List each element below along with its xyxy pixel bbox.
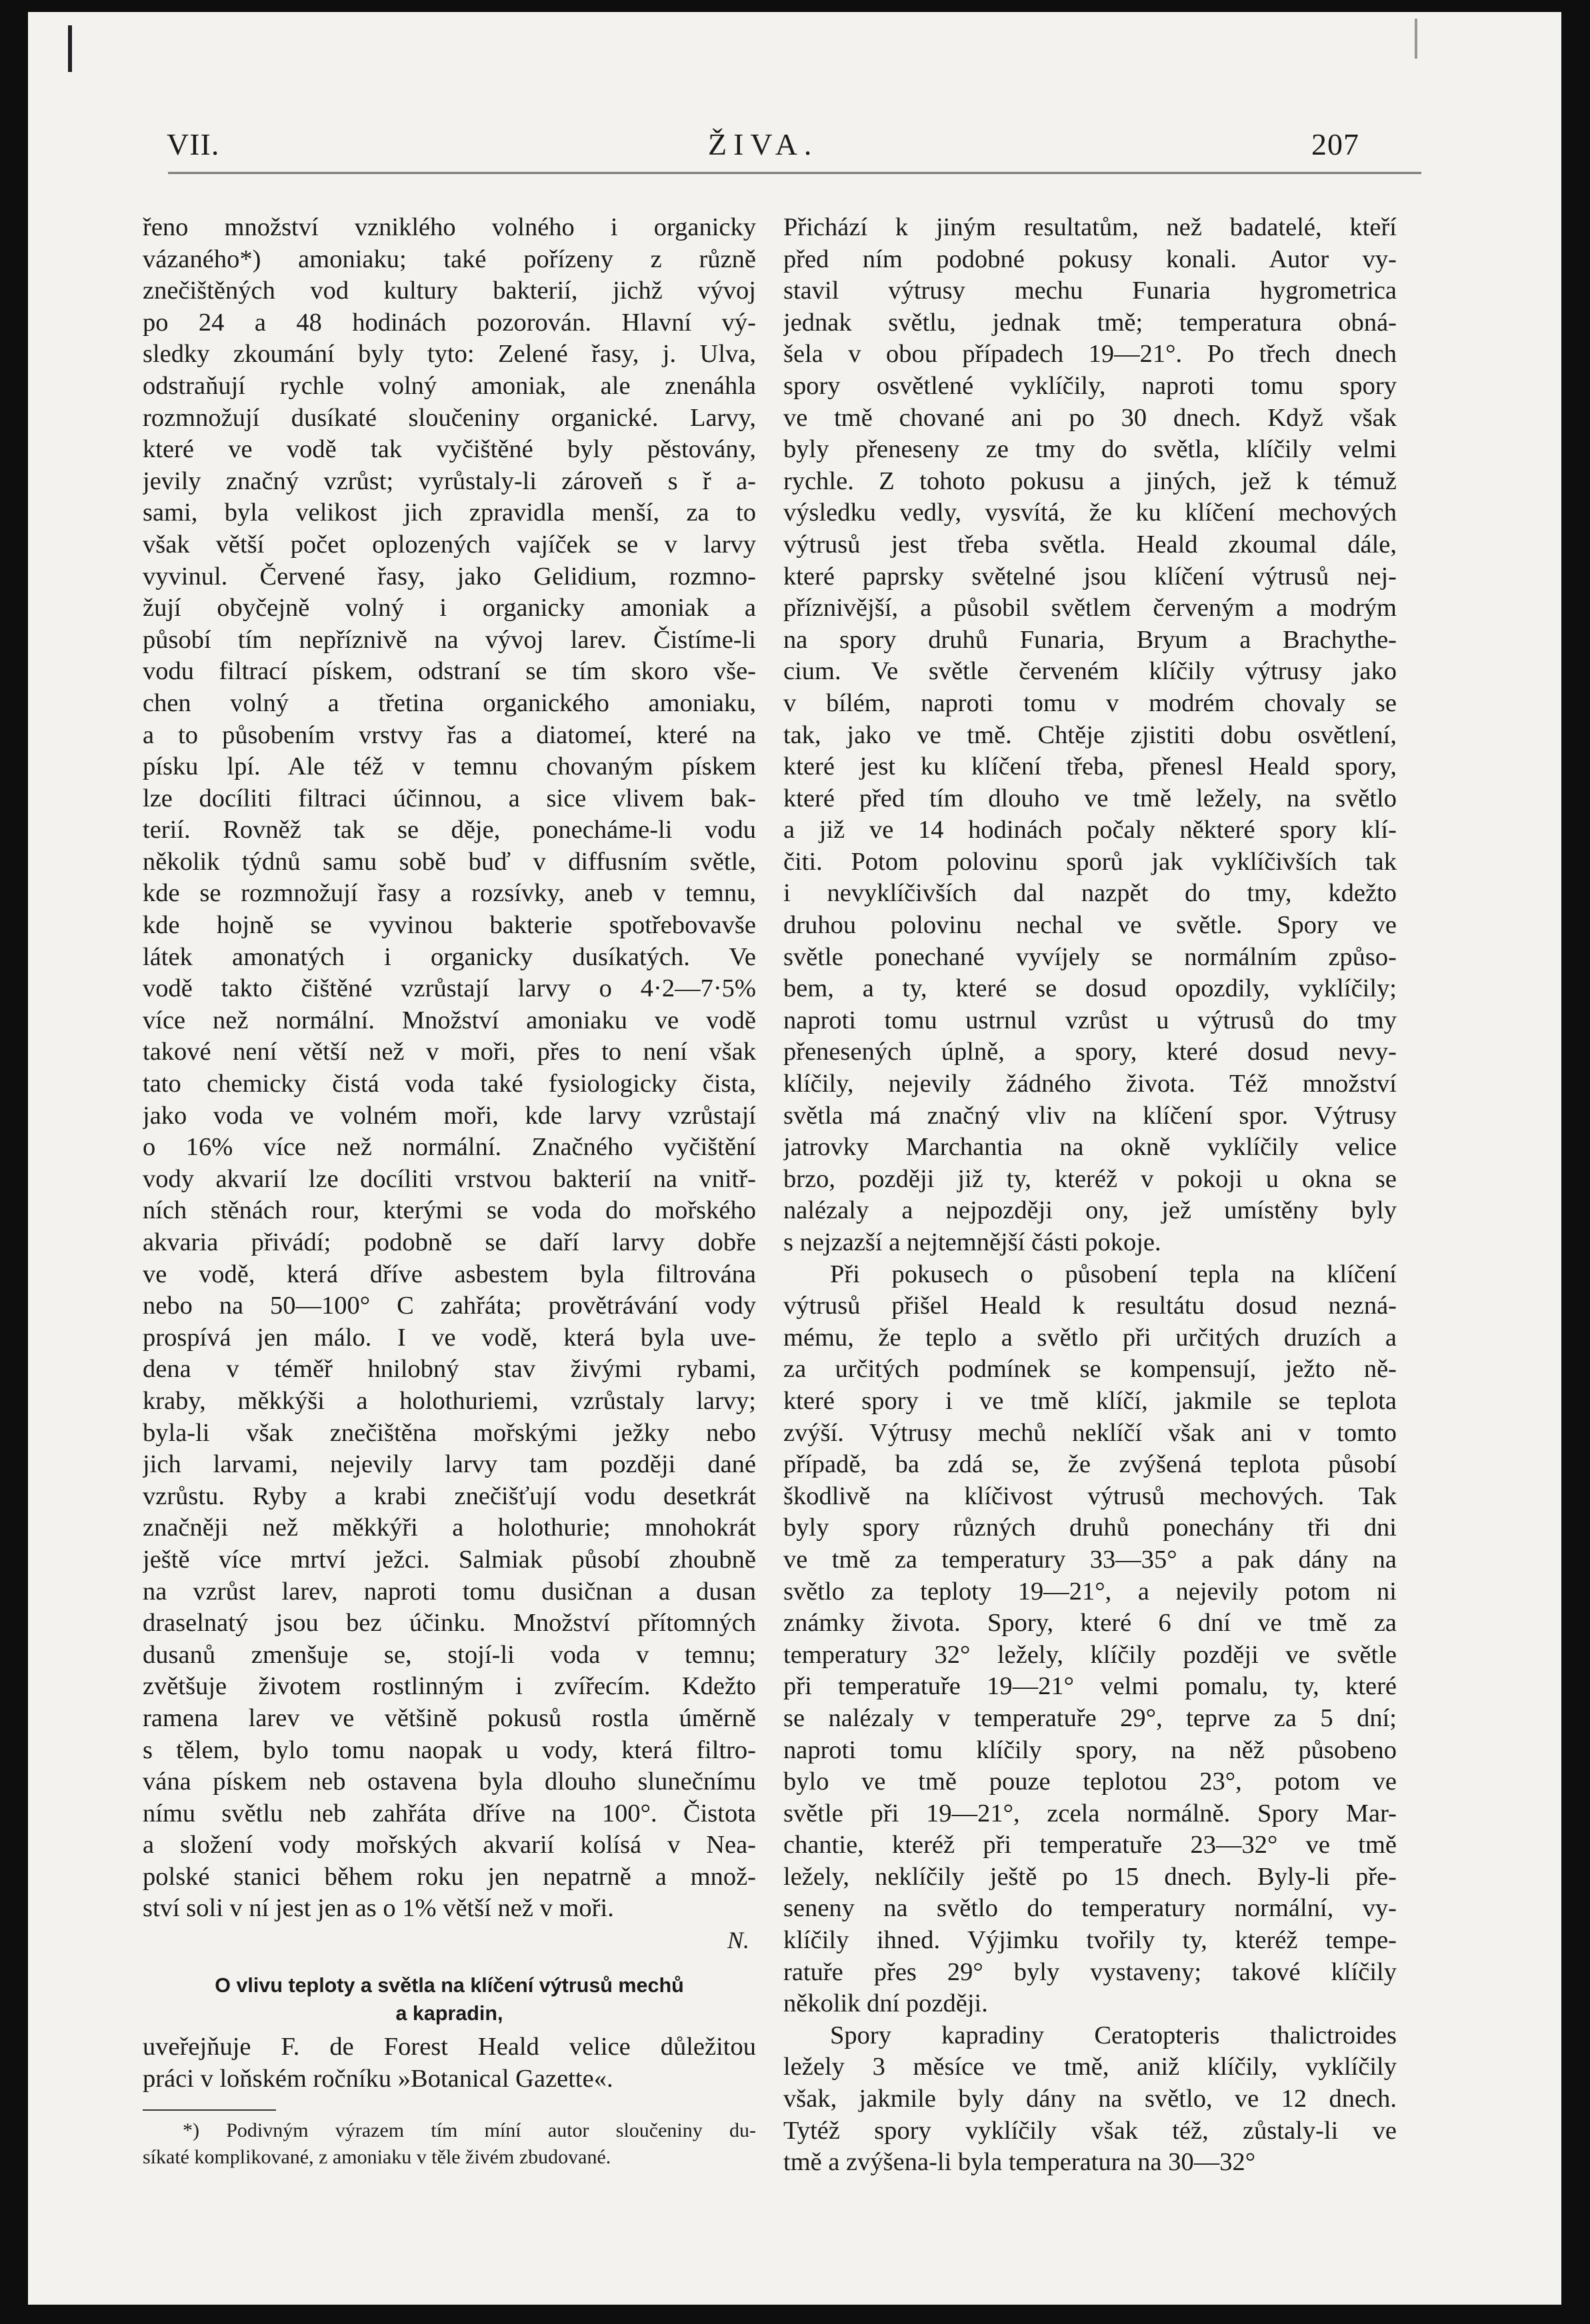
text-line: však, jakmile byly dány na světlo, ve 12 dnech. [783, 2085, 1397, 2113]
text-line: s nejzazší a nejtemnější části pokoje. [783, 1228, 1161, 1256]
text-line: nebo na 50—100° C zahřáta; provětrávání vody [143, 1292, 756, 1320]
text-line: látek amonatých i organicky dusíkatých. Ve [143, 942, 756, 971]
text-line: o 16% více než normální. Značného vyčištění [143, 1133, 756, 1162]
text-line: tato chemicky čistá voda také fysiologicky čista, [143, 1070, 756, 1098]
scan-artifact [68, 25, 72, 72]
text-line: kde hojně se vyvinou bakterie spotřebovavše [143, 911, 756, 940]
text-line: žují obyčejně volný i organicky amoniak a [143, 594, 756, 622]
text-line: ve tmě chované ani po 30 dnech. Když však [783, 403, 1397, 432]
text-line: světle při 19—21°, zcela normálně. Spory Mar- [783, 1799, 1397, 1827]
text-line: známky života. Spory, které 6 dní ve tmě za [783, 1609, 1397, 1638]
text-line: chen volný a třetina organického amoniaku, [143, 688, 756, 717]
text-line: cium. Ve světle červeném klíčily výtrusy jako [783, 657, 1397, 686]
text-line: a již ve 14 hodinách počaly některé spory klí- [783, 816, 1397, 844]
header-rule [168, 172, 1421, 177]
text-line: polské stanici během roku jen nepatrně a množ- [143, 1862, 756, 1891]
text-line: Spory kapradiny Ceratopteris thalictroides [830, 2021, 1397, 2049]
text-line: vody akvarií lze docíliti vrstvou bakterií na vnitř- [143, 1164, 756, 1193]
scan-artifact [1415, 19, 1417, 59]
text-line: čiti. Potom polovinu sporů jak vyklíčivších tak [783, 847, 1397, 876]
running-head-volume: VII. [167, 127, 220, 161]
text-line: ve vodě, která dříve asbestem byla filtrována [143, 1260, 756, 1288]
text-line: na spory druhů Funaria, Bryum a Brachythe- [783, 625, 1397, 654]
article-heading [143, 1971, 756, 2027]
text-line: ství soli v ní jest jen as o 1% větší než v moři. [143, 1894, 614, 1923]
text-line: sami, byla velikost jich zpravidla menší, za to [143, 499, 756, 527]
text-line: jednak světlu, jednak tmě; temperatura obná- [783, 308, 1397, 337]
text-line: působí tím nepříznivě na vývoj larev. Čistíme-li [143, 625, 756, 654]
text-line: více než normální. Množství amoniaku ve vodě [143, 1006, 756, 1034]
text-line: seneny na světlo do temperatury normální, vy- [783, 1894, 1397, 1923]
text-line: v bílém, naproti tomu v modrém chovaly se [783, 688, 1397, 717]
text-line: případě, ba zdá se, že zvýšená teplota působí [783, 1450, 1397, 1479]
text-line: terií. Rovněž tak se děje, ponecháme-li vodu [143, 816, 756, 844]
text-line: draselnatý jsou bez účinku. Množství přítomných [143, 1609, 756, 1638]
text-line: ještě více mrtví ježci. Salmiak působí zhoubně [143, 1545, 756, 1574]
text-line: vyvinul. Červené řasy, jako Gelidium, rozmno- [143, 562, 756, 590]
text-line: příznivější, a působil světlem červeným a modrým [783, 594, 1397, 622]
page [28, 12, 1561, 2305]
page-number: 207 [1311, 127, 1359, 161]
text-line: ních stěnách rour, kterými se voda do mořského [143, 1196, 756, 1225]
text-line: s tělem, bylo tomu naopak u vody, která filtro- [143, 1736, 756, 1764]
text-line: Tytéž spory vyklíčily však též, zůstaly-li ve [783, 2116, 1397, 2145]
author-signature: N. [727, 1927, 749, 1954]
text-line: dusanů zmenšuje se, stojí-li voda v temnu; [143, 1640, 756, 1669]
text-line: byla-li však znečištěna mořskými ježky nebo [143, 1418, 756, 1447]
text-line: byly přeneseny ze tmy do světla, klíčily velmi [783, 435, 1397, 464]
text-line: prospívá jen málo. I ve vodě, která byla uve- [143, 1323, 756, 1352]
text-line: a to působením vrstvy řas a diatomeí, které na [143, 720, 756, 749]
text-line: ratuře přes 29° byly vystaveny; takové klíčily [783, 1957, 1397, 1986]
text-line: rozmnožují dusíkaté sloučeniny organické. Larvy, [143, 403, 756, 432]
running-head-title: ŽIVA. [708, 127, 819, 161]
text-line: odstraňují rychle volný amoniak, ale znenáhla [143, 371, 756, 400]
text-line: vodu filtrací pískem, odstraní se tím skoro vše- [143, 657, 756, 686]
text-line: před ním podobné pokusy konali. Autor vy- [783, 245, 1397, 273]
text-line: při temperatuře 19—21° velmi pomalu, ty, které [783, 1672, 1397, 1701]
text-line: šela v obou případech 19—21°. Po třech dnech [783, 340, 1397, 369]
text-line: světlo za teploty 19—21°, a nejevily potom ni [783, 1577, 1397, 1606]
text-line: vodě takto čištěné vzrůstají larvy o 4·2—7·5% [143, 974, 756, 1003]
text-line: vzrůstu. Ryby a krabi znečišťují vodu desetkrát [143, 1482, 756, 1510]
right-paragraphs [783, 212, 1397, 2179]
footnote-line: síkaté komplikované, z amoniaku v těle živém zbudované. [143, 2146, 611, 2169]
footnote-line: *) Podivným výrazem tím míní autor sloučeniny du- [183, 2119, 756, 2142]
text-line: klíčily, nejevily žádného života. Též množství [783, 1070, 1397, 1098]
text-line: zvýší. Výtrusy mechů neklíčí však ani v tomto [783, 1418, 1397, 1447]
text-line: dena v téměř hnilobný stav živými rybami, [143, 1355, 756, 1384]
text-line: naproti tomu ustrnul vzrůst u výtrusů do tmy [783, 1006, 1397, 1034]
text-line: takové není větší než v moři, přes to není však [143, 1038, 756, 1066]
text-line: výtrusů jest třeba světla. Heald zkoumal dále, [783, 530, 1397, 559]
text-line: které ve vodě tak vyčištěné byly pěstovány, [143, 435, 756, 464]
text-line: bylo ve tmě pouze teplotou 23°, potom ve [783, 1767, 1397, 1796]
text-line: ležely, neklíčily ještě po 15 dnech. Byly-li pře- [783, 1862, 1397, 1891]
text-line: po 24 a 48 hodinách pozorován. Hlavní vý- [143, 308, 756, 337]
intro-line: práci v loňském ročníku »Botanical Gazette«. [143, 2064, 613, 2093]
text-line: jevily značný vzrůst; vyrůstaly-li zároveň s ř a- [143, 467, 756, 495]
text-line: několik týdnů samu sobě buď v diffusním světle, [143, 847, 756, 876]
text-line: které jest ku klíčení třeba, přenesl Heald spory, [783, 752, 1397, 781]
text-line: kde se rozmnožují řasy a rozsívky, aneb v temnu, [143, 879, 756, 908]
text-line: jich larvami, nejevily larvy tam později dané [143, 1450, 756, 1479]
text-line: však větší počet oplozených vajíček se v larvy [143, 530, 756, 559]
text-line: druhou polovinu nechal ve světle. Spory ve [783, 911, 1397, 940]
text-line: naproti tomu klíčily spory, na něž působeno [783, 1736, 1397, 1764]
intro-line: uveřejňuje F. de Forest Heald velice důležitou [143, 2033, 756, 2061]
text-line: tmě a zvýšena-li byla temperatura na 30—32° [783, 2148, 1256, 2177]
text-line: řeno množství vzniklého volného i organicky [143, 213, 756, 241]
text-line: nímu světlu neb zahřáta dříve na 100°. Čistota [143, 1799, 756, 1827]
text-line: které před tím dlouho ve tmě ležely, na světlo [783, 784, 1397, 812]
left-paragraph [143, 212, 756, 1925]
text-line: za určitých podmínek se kompensují, ježto ně- [783, 1355, 1397, 1384]
text-line: ramena larev ve většině pokusů rostla úměrně [143, 1704, 756, 1732]
text-line: znečištěných vod kultury bakterií, jichž vývoj [143, 277, 756, 305]
text-line: výsledku vedly, vysvítá, že ku klíčení mechových [783, 499, 1397, 527]
text-line: byly spory různých druhů ponechány tři dni [783, 1514, 1397, 1542]
text-line: chantie, kteréž při temperatuře 23—32° ve tmě [783, 1831, 1397, 1859]
text-line: bem, a ty, které se dosud opozdily, vyklíčily; [783, 974, 1397, 1003]
text-line: klíčily ihned. Výjimku tvořily ty, kteréž tempe- [783, 1926, 1397, 1955]
text-line: nalézaly a nejpozději ony, jež umístěny byly [783, 1196, 1397, 1225]
text-line: rychle. Z tohoto pokusu a jiných, jež k témuž [783, 467, 1397, 495]
text-line: značněji než měkkýři a holothurie; mnohokrát [143, 1514, 756, 1542]
text-line: se nalézaly v temperatuře 29°, teprve za 5 dní; [783, 1704, 1397, 1732]
text-line: písku lpí. Ale též v temnu chovaným pískem [143, 752, 756, 781]
text-line: několik dní později. [783, 1989, 988, 2018]
article-intro [143, 2031, 756, 2095]
text-line: Přichází k jiným resultatům, než badatelé, kteří [783, 213, 1397, 241]
text-line: jako voda ve volném moři, kde larvy vzrůstají [143, 1101, 756, 1130]
text-line: spory osvětlené vyklíčily, naproti tomu spory [783, 371, 1397, 400]
text-line: ležely 3 měsíce ve tmě, aniž klíčily, vyklíčily [783, 2053, 1397, 2081]
footnote [143, 2117, 756, 2171]
text-line: mému, že teplo a světlo při určitých druzích a [783, 1323, 1397, 1352]
text-line: na vzrůst larev, naproti tomu dusičnan a dusan [143, 1577, 756, 1606]
text-line: a složení vody mořských akvarií kolísá v Nea- [143, 1831, 756, 1859]
heading-line: a kapradin, [395, 2002, 503, 2025]
text-line: kraby, měkkýši a holothuriemi, vzrůstaly larvy; [143, 1386, 756, 1415]
text-line: temperatury 32° ležely, klíčily později ve světle [783, 1640, 1397, 1669]
right-column [783, 212, 1397, 2179]
text-line: světle ponechané vyvíjely se normálním způso- [783, 942, 1397, 971]
text-line: jatrovky Marchantia na okně vyklíčily velice [783, 1133, 1397, 1162]
text-line: škodlivě na klíčivost výtrusů mechových. Tak [783, 1482, 1397, 1510]
text-line: vána pískem neb ostavena byla dlouho slunečnímu [143, 1767, 756, 1796]
text-line: sledky zkoumání byly tyto: Zelené řasy, j. Ulva, [143, 340, 756, 369]
text-line: vázaného*) amoniaku; také pořízeny z různě [143, 245, 756, 273]
heading-line: O vlivu teploty a světla na klíčení výtrusů mechů [215, 1974, 684, 1997]
text-line: výtrusů přišel Heald k resultátu dosud nezná- [783, 1292, 1397, 1320]
text-line: které spory i ve tmě klíčí, jakmile se teplota [783, 1386, 1397, 1415]
footnote-rule [143, 2109, 276, 2111]
text-line: ve tmě za temperatury 33—35° a pak dány na [783, 1545, 1397, 1574]
text-line: zvětšuje životem rostlinným i zvířecím. Kdežto [143, 1672, 756, 1701]
text-line: které paprsky světelné jsou klíčení výtrusů nej- [783, 562, 1397, 590]
text-line: akvaria přivádí; podobně se daří larvy dobře [143, 1228, 756, 1256]
text-line: brzo, později již ty, kteréž v pokoji u okna se [783, 1164, 1397, 1193]
text-line: Při pokusech o působení tepla na klíčení [830, 1260, 1397, 1288]
text-line: stavil výtrusy mechu Funaria hygrometrica [783, 277, 1397, 305]
text-line: i nevyklíčivších dal nazpět do tmy, kdežto [783, 879, 1397, 908]
text-line: lze docíliti filtraci účinnou, a sice vlivem bak- [143, 784, 756, 812]
left-column [143, 212, 756, 2171]
text-line: přenesených úplně, a spory, které dosud nevy- [783, 1038, 1397, 1066]
text-line: tak, jako ve tmě. Chtěje zjistiti dobu osvětlení, [783, 720, 1397, 749]
text-line: světla má značný vliv na klíčení spor. Výtrusy [783, 1101, 1397, 1130]
